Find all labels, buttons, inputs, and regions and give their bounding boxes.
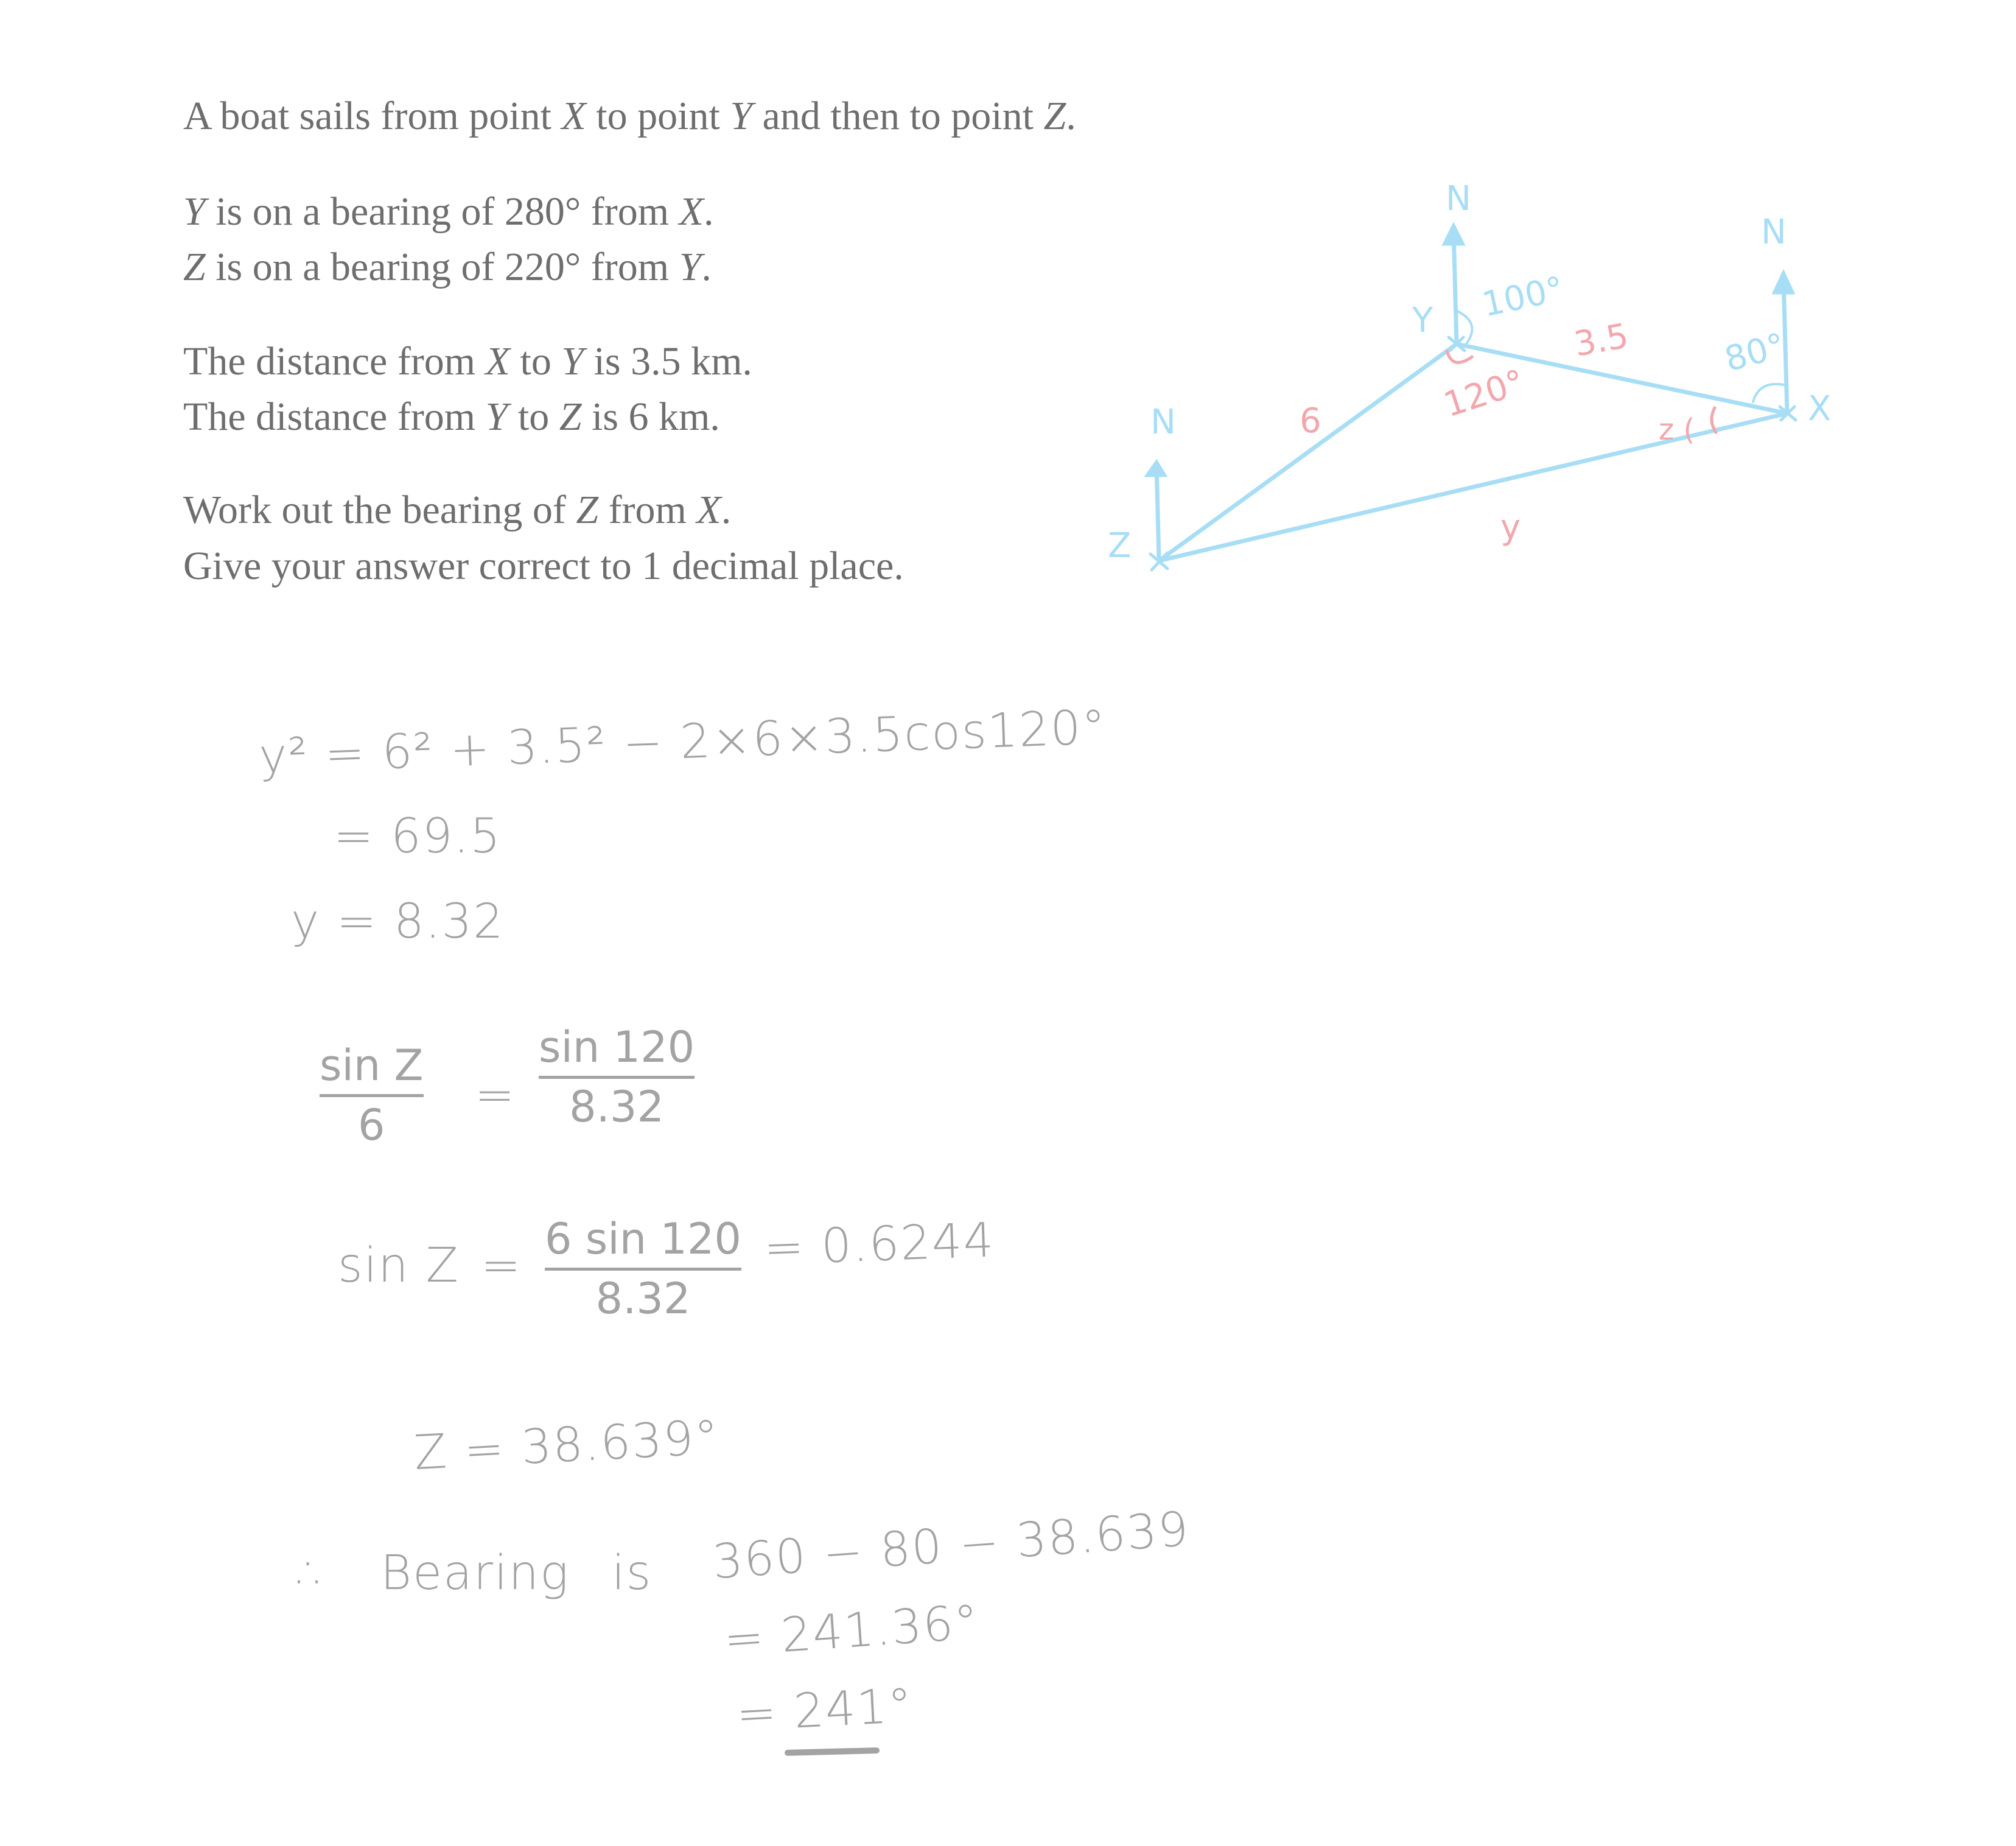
angle-label-80: 80°	[1720, 326, 1790, 380]
north-line-z	[1157, 465, 1159, 561]
working-step-angle-z: Z = 38.639°	[412, 1409, 721, 1481]
north-arrow-y-icon	[1445, 226, 1462, 244]
numerator: sin 120	[539, 1022, 695, 1072]
is-word: is	[612, 1546, 653, 1601]
side-label-zx: y	[1500, 508, 1521, 547]
denominator: 6	[357, 1100, 385, 1150]
question-line-3: Z is on a bearing of 220° from Y.	[183, 245, 712, 289]
denominator: 8.32	[569, 1081, 664, 1132]
bearing-expression: 360 − 80 − 38.639	[710, 1501, 1192, 1590]
question-line-4: The distance from X to Y is 3.5 km.	[183, 339, 752, 384]
therefore-symbol: ∴	[297, 1546, 329, 1601]
north-label-x: N	[1761, 212, 1787, 252]
working-step-y: y = 8.32	[291, 894, 505, 949]
north-label-z: N	[1150, 402, 1176, 442]
point-x-label: X	[1808, 389, 1832, 429]
north-label-y: N	[1446, 179, 1471, 219]
working-step-y-squared: = 69.5	[334, 809, 502, 864]
bearing-result: = 241.36°	[722, 1595, 981, 1668]
angle-label-z: z (	[1659, 413, 1695, 447]
north-arrow-x-icon	[1775, 274, 1792, 292]
question-line-2: Y is on a bearing of 280° from X.	[183, 189, 714, 234]
fraction-sin120-over-832	[539, 1023, 695, 1131]
side-zy	[1159, 344, 1457, 561]
bearing-word: Bearing	[380, 1546, 570, 1601]
equals-sign: =	[481, 1238, 522, 1293]
question-line-5: The distance from Y to Z is 6 km.	[183, 395, 720, 439]
point-y-label: Y	[1412, 301, 1433, 340]
angle-label-120: 120°	[1439, 362, 1530, 426]
question-line-7: Give your answer correct to 1 decimal place.	[183, 544, 904, 588]
fraction-sinz-over-6	[320, 1041, 424, 1149]
north-arrow-z-icon	[1148, 463, 1164, 475]
north-line-y	[1454, 230, 1457, 344]
sin-z-result: = 0.6244	[763, 1213, 996, 1276]
sin-z-label: sin Z	[338, 1238, 460, 1293]
denominator: 8.32	[595, 1273, 691, 1324]
angle-arc-80	[1753, 384, 1783, 402]
side-label-xy: 3.5	[1571, 316, 1632, 365]
final-answer: = 241°	[735, 1678, 915, 1742]
fraction-6sin120-over-832	[545, 1215, 741, 1323]
numerator: 6 sin 120	[545, 1214, 741, 1264]
numerator: sin Z	[320, 1041, 424, 1090]
question-line-6: Work out the bearing of Z from X.	[183, 488, 732, 532]
side-label-zy: 6	[1300, 401, 1321, 441]
point-z-label: Z	[1108, 526, 1132, 566]
equals-sign: =	[475, 1068, 516, 1123]
angle-arc-120	[1447, 350, 1473, 362]
angle-label-100: 100°	[1479, 269, 1567, 325]
question-line-1: A boat sails from point X to point Y and then to point Z.	[183, 94, 1076, 138]
working-step-cosine-rule: y² = 6² + 3.5² − 2×6×3.5cos120°	[257, 700, 1108, 785]
